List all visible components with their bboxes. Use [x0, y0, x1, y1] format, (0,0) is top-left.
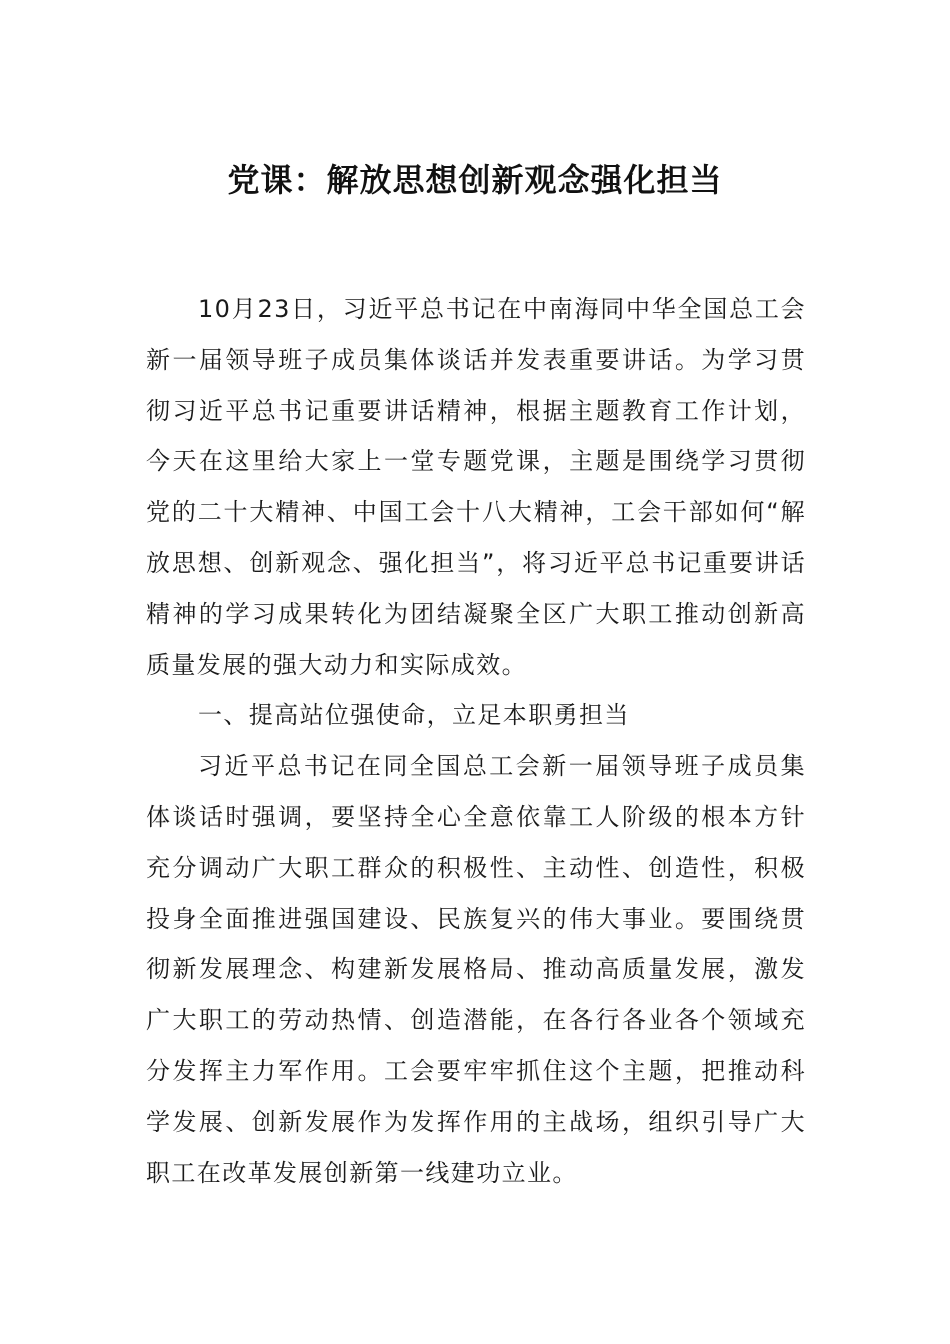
document-body: [146, 284, 806, 1198]
paragraph-section-1: 习近平总书记在同全国总工会新一届领导班子成员集体谈话时强调，要坚持全心全意依靠工人阶级的根本方针充分调动广大职工群众的积极性、主动性、创造性，积极投身全面推进强国建设、民族复兴的伟大事业。要围绕贯彻新发展理念、构建新发展格局、推动高质量发展，激发广大职工的劳动热情、创造潜能，在各行各业各个领域充分发挥主力军作用。工会要牢牢抓住这个主题，把推动科学发展、创新发展作为发挥作用的主战场，组织引导广大职工在改革发展创新第一线建功立业。: [146, 752, 806, 1187]
paragraph-intro: 10月23日，习近平总书记在中南海同中华全国总工会新一届领导班子成员集体谈话并发表重要讲话。为学习贯彻习近平总书记重要讲话精神，根据主题教育工作计划，今天在这里给大家上一堂专题党课，主题是围绕学习贯彻党的二十大精神、中国工会十八大精神，工会干部如何“解放思想、创新观念、强化担当”，将习近平总书记重要讲话精神的学习成果转化为团结凝聚全区广大职工推动创新高质量发展的强大动力和实际成效。: [146, 295, 806, 679]
section-heading-1: 一、提高站位强使命，立足本职勇担当: [198, 701, 630, 730]
document-title: 党课：解放思想创新观念强化担当: [227, 161, 723, 199]
